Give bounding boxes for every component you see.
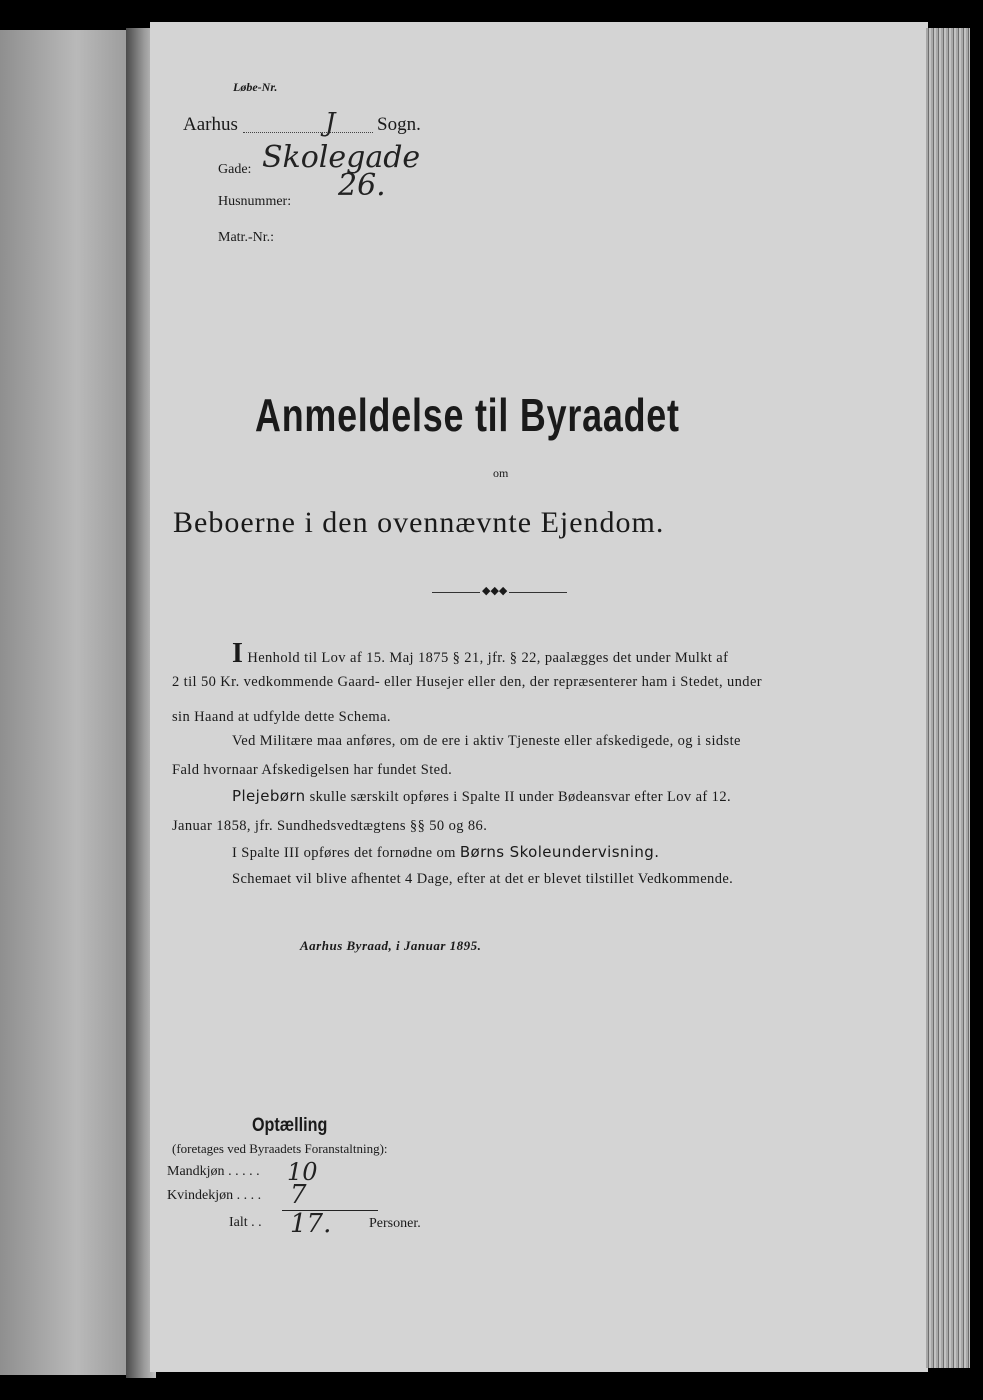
parish-value: J [325, 108, 336, 138]
male-value: 10 [287, 1158, 318, 1186]
paragraph-1-line-3: sin Haand at udfylde dette Schema. [172, 709, 391, 725]
p3-line-1-text: skulle særskilt opføres i Spalte II under Bødeansvar efter Lov af 12. [309, 789, 731, 805]
husnummer-value: 26. [338, 168, 386, 203]
paragraph-1-line-1 [232, 640, 728, 672]
plejeborn-word: Plejebørn [232, 787, 306, 805]
male-dots: . . . . . [228, 1164, 260, 1179]
total-value: 17. [290, 1209, 332, 1239]
p4-prefix: I Spalte III opføres det fornødne om [232, 845, 456, 861]
paragraph-2-line-2: Fald hvornaar Afskedigelsen har fundet Sted. [172, 762, 453, 778]
ornament-divider: ◆◆◆ [432, 592, 567, 593]
personer-label: Personer. [369, 1216, 421, 1231]
paragraph-3-line-1 [232, 783, 731, 811]
left-page-edge [0, 30, 128, 1375]
title-om: om [493, 466, 509, 480]
document-title: Anmeldelse til Byraadet [255, 389, 680, 441]
p1-line-1-text: Henhold til Lov af 15. Maj 1875 § 21, jfr. § 22, paalægges det under Mulkt af [247, 650, 729, 666]
loebe-nr-label: Løbe-Nr. [233, 80, 278, 94]
husnummer-label: Husnummer: [218, 194, 292, 209]
signature-line: Aarhus Byraad, i Januar 1895. [300, 938, 482, 953]
document-subtitle: Beboerne i den ovennævnte Ejendom. [173, 506, 665, 539]
parish-label: Sogn. [377, 114, 421, 135]
document-page [150, 22, 928, 1372]
total-label: Ialt [229, 1215, 248, 1230]
male-row [167, 1164, 260, 1180]
male-label: Mandkjøn [167, 1164, 225, 1179]
drop-initial: I [232, 638, 244, 669]
paragraph-2-line-1: Ved Militære maa anføres, om de ere i aktiv Tjeneste eller afskedigede, og i sidste [232, 733, 741, 749]
city-label: Aarhus [183, 114, 238, 135]
total-row [229, 1215, 262, 1231]
paragraph-4 [232, 839, 659, 867]
gade-label: Gade: [218, 162, 252, 177]
paragraph-5: Schemaet vil blive afhentet 4 Dage, efter at det er blevet tilstillet Vedkommende. [232, 871, 734, 887]
female-label: Kvindekjøn [167, 1188, 234, 1203]
female-row [167, 1188, 261, 1204]
gade-value: Skolegade [262, 140, 421, 175]
matr-nr-label: Matr.-Nr.: [218, 230, 274, 245]
total-dots: . . [251, 1215, 262, 1230]
paragraph-1-line-2: 2 til 50 Kr. vedkommende Gaard- eller Husejer eller den, der repræsenterer ham i Stedet, under [172, 674, 763, 690]
female-value: 7 [290, 1180, 307, 1210]
count-note: (foretages ved Byraadets Foranstaltning): [172, 1141, 388, 1156]
female-dots: . . . . [236, 1188, 262, 1203]
page-edges [926, 28, 970, 1368]
p4-emphasis: Børns Skoleundervisning. [459, 843, 660, 861]
count-heading: Optælling [252, 1115, 328, 1136]
paragraph-3-line-2: Januar 1858, jfr. Sundhedsvedtægtens §§ 50 og 86. [172, 818, 488, 834]
parish-line [243, 132, 373, 134]
